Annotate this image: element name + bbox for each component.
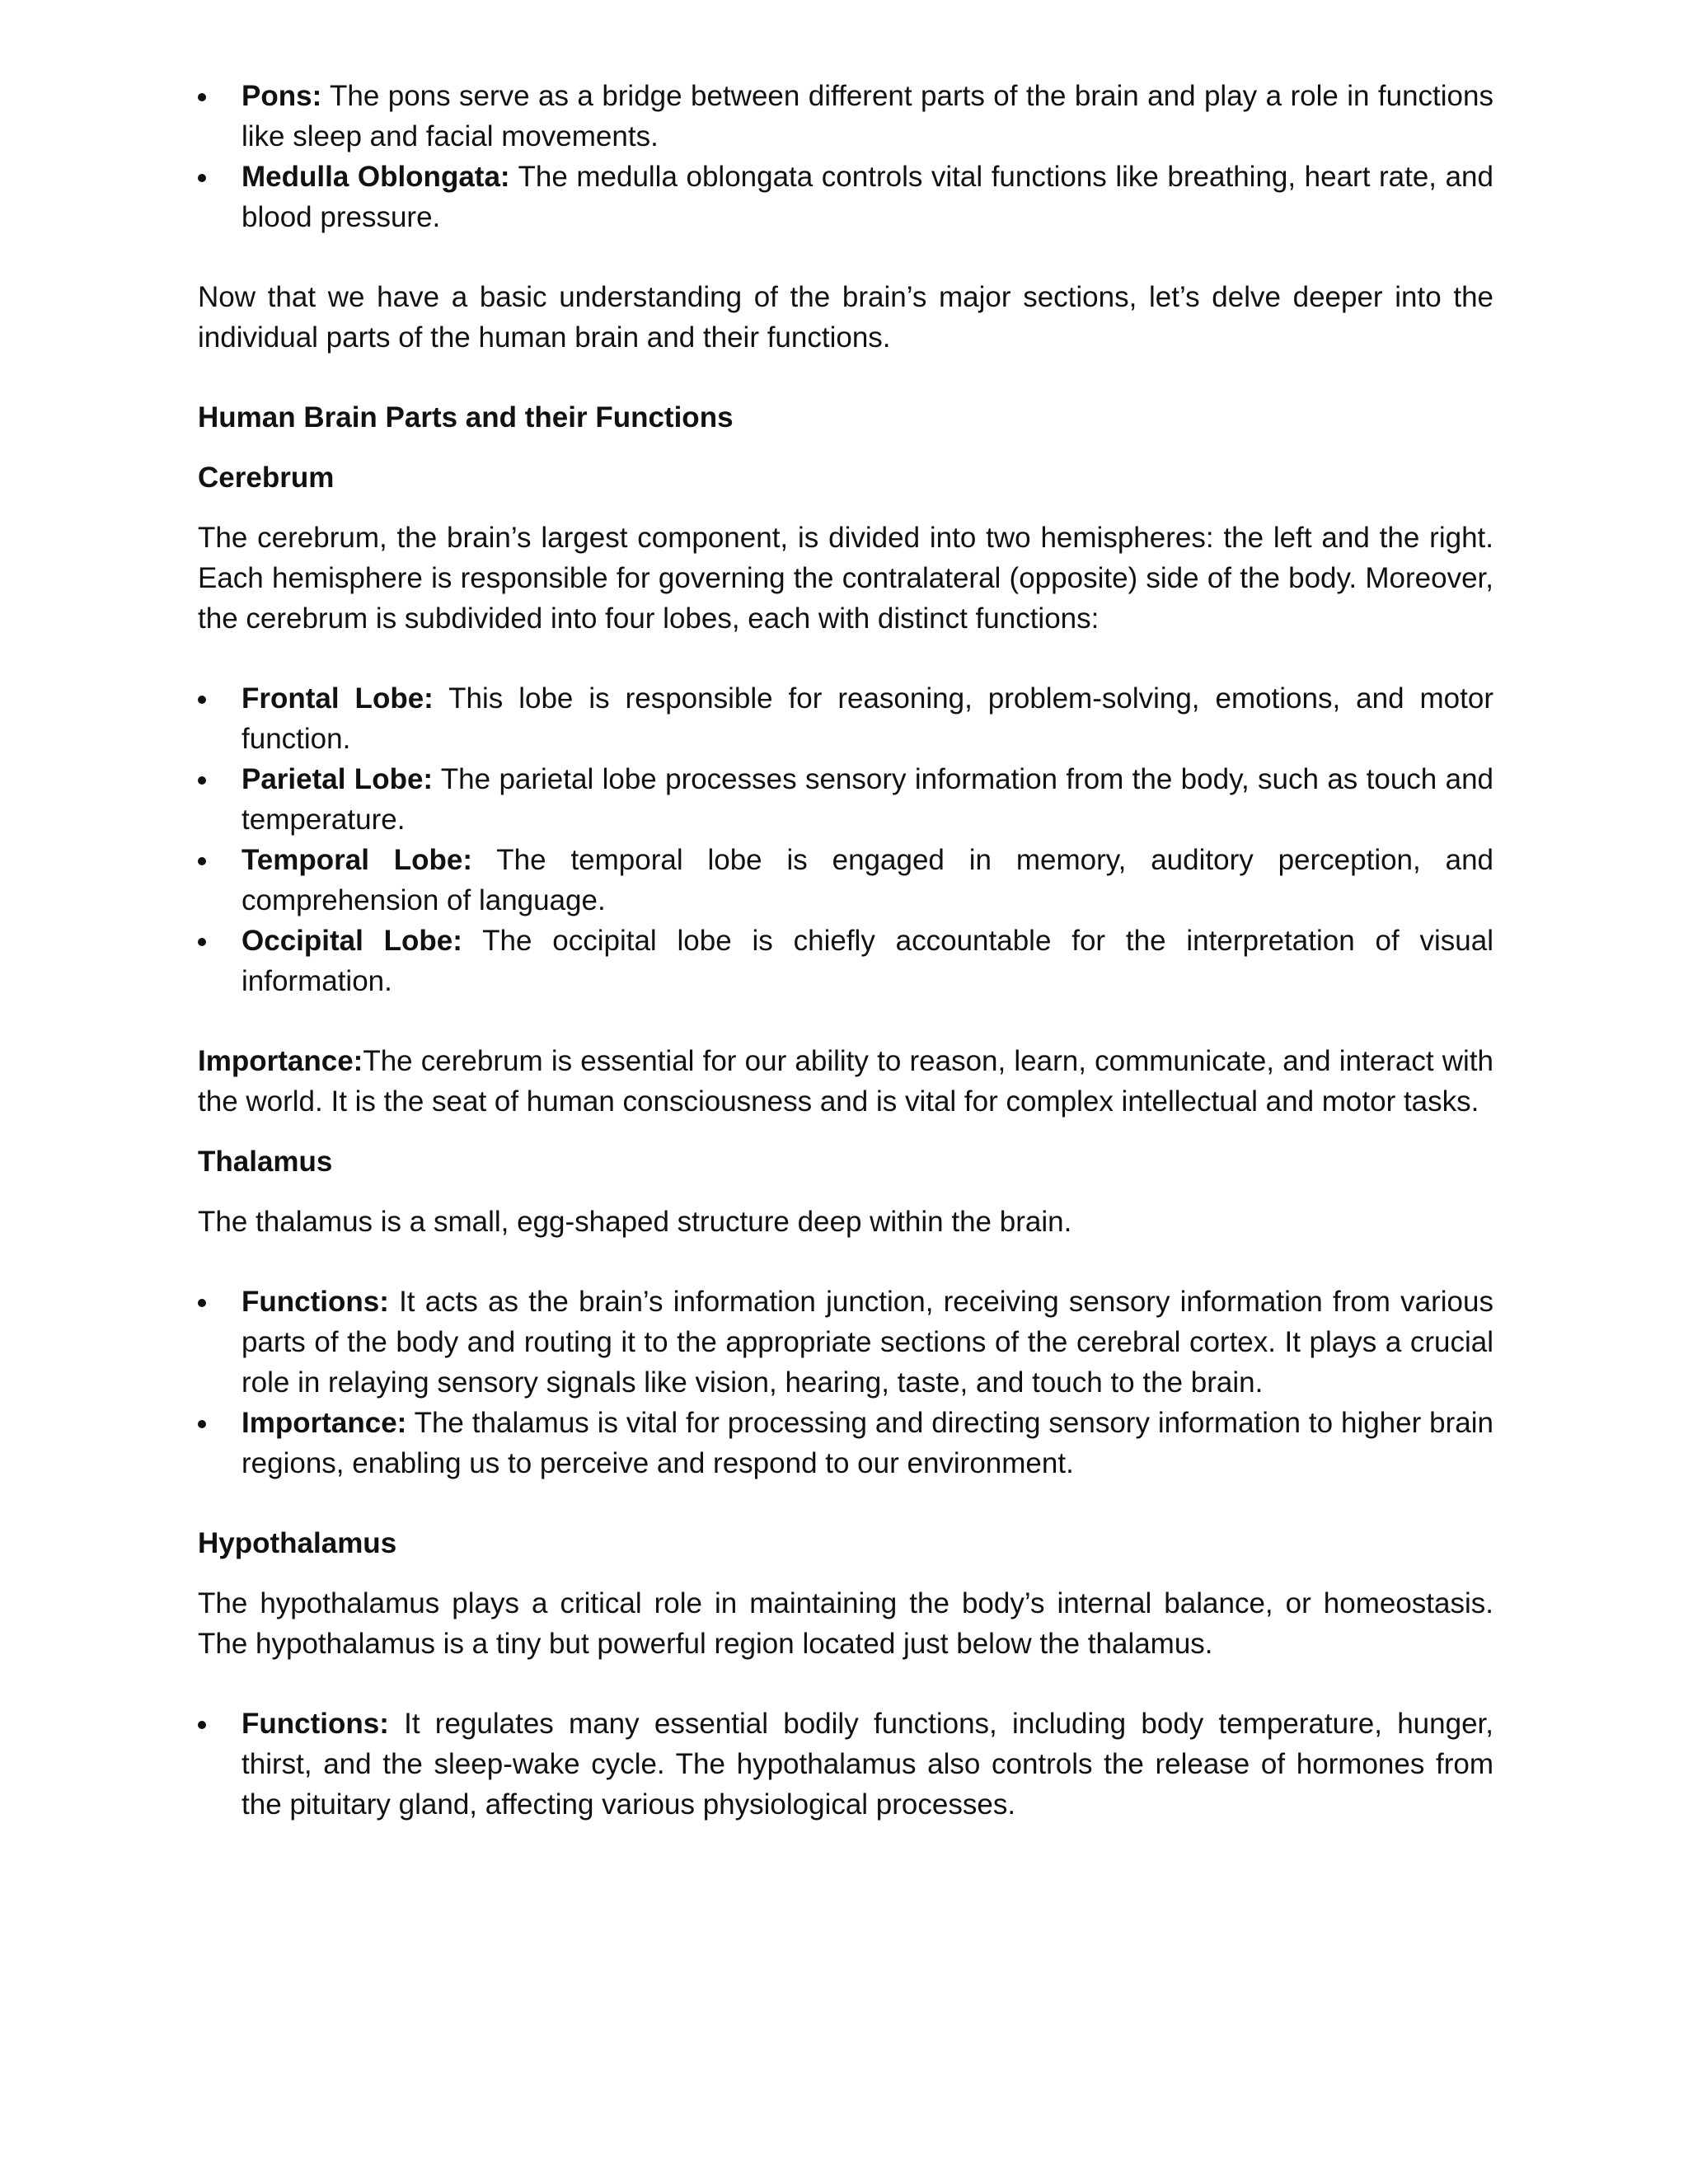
cerebrum-intro: The cerebrum, the brain’s largest component, is divided into two hemispheres: the left and the right. Each hemisphere is responsible for governing the contralateral (opposite) side of the body. Moreover, the cerebrum is subdivided into four lobes, each with distinct functions: — [198, 522, 1493, 635]
hypothalamus-list — [198, 1704, 1493, 1825]
text-thalamus-importance: The thalamus is vital for processing and directing sensory information to higher brain regions, enabling us to perceive and respond to our environment. — [241, 1407, 1493, 1479]
text-medulla: The medulla oblongata controls vital functions like breathing, heart rate, and blood pressure. — [241, 161, 1493, 233]
cerebrum-importance — [198, 1041, 1493, 1122]
intro-list — [198, 76, 1493, 237]
list-item-thalamus-functions — [198, 1282, 1493, 1403]
term-frontal-lobe: Frontal Lobe: — [241, 682, 434, 715]
term-thalamus-functions: Functions: — [241, 1286, 389, 1318]
list-item-pons — [198, 76, 1493, 157]
text-frontal-lobe: This lobe is responsible for reasoning, problem-solving, emotions, and motor function. — [241, 682, 1493, 755]
term-medulla: Medulla Oblongata: — [241, 161, 510, 193]
thalamus-list — [198, 1282, 1493, 1483]
lobes-list — [198, 678, 1493, 1001]
section-heading: Human Brain Parts and their Functions — [198, 401, 734, 434]
importance-text: The cerebrum is essential for our ability to reason, learn, communicate, and interact with the world. It is the seat of human consciousness and is vital for complex intellectual and motor tasks. — [198, 1045, 1493, 1118]
list-item-medulla — [198, 157, 1493, 237]
list-item-frontal-lobe — [198, 678, 1493, 759]
importance-term: Importance: — [198, 1045, 363, 1077]
text-occipital-lobe: The occipital lobe is chiefly accountable for the interpretation of visual information. — [241, 925, 1494, 997]
text-thalamus-functions: It acts as the brain’s information junction, receiving sensory information from various parts of the body and routing it to the appropriate sections of the cerebral cortex. It plays a crucial role in relaying sensory signals like vision, hearing, taste, and touch to the brain. — [241, 1286, 1493, 1399]
term-thalamus-importance: Importance: — [241, 1407, 407, 1439]
list-item-hypothalamus-functions — [198, 1704, 1493, 1825]
term-temporal-lobe: Temporal Lobe: — [241, 844, 473, 876]
term-hypothalamus-functions: Functions: — [241, 1708, 389, 1740]
thalamus-heading: Thalamus — [198, 1146, 333, 1178]
thalamus-intro: The thalamus is a small, egg-shaped structure deep within the brain. — [198, 1206, 1072, 1238]
list-item-thalamus-importance — [198, 1403, 1493, 1483]
transition-paragraph: Now that we have a basic understanding of the brain’s major sections, let’s delve deeper into the individual parts of the human brain and their functions. — [198, 281, 1493, 354]
text-temporal-lobe: The temporal lobe is engaged in memory, auditory perception, and comprehension of language. — [241, 844, 1493, 916]
list-item-parietal-lobe — [198, 759, 1493, 840]
document-page — [198, 76, 1493, 1825]
hypothalamus-heading: Hypothalamus — [198, 1527, 397, 1559]
term-pons: Pons: — [241, 80, 322, 112]
cerebrum-heading: Cerebrum — [198, 462, 335, 494]
list-item-temporal-lobe — [198, 840, 1493, 921]
term-parietal-lobe: Parietal Lobe: — [241, 763, 434, 795]
hypothalamus-intro: The hypothalamus plays a critical role in maintaining the body’s internal balance, or homeostasis. The hypothalamus is a tiny but powerful region located just below the thalamus. — [198, 1587, 1493, 1660]
text-parietal-lobe: The parietal lobe processes sensory information from the body, such as touch and temperature. — [241, 763, 1493, 836]
term-occipital-lobe: Occipital Lobe: — [241, 925, 462, 957]
text-pons: The pons serve as a bridge between different parts of the brain and play a role in functions like sleep and facial movements. — [241, 80, 1493, 152]
text-hypothalamus-functions: It regulates many essential bodily functions, including body temperature, hunger, thirst, and the sleep-wake cycle. The hypothalamus also controls the release of hormones from the pituitary gland, affecting various physiological processes. — [241, 1708, 1493, 1821]
list-item-occipital-lobe — [198, 921, 1493, 1001]
